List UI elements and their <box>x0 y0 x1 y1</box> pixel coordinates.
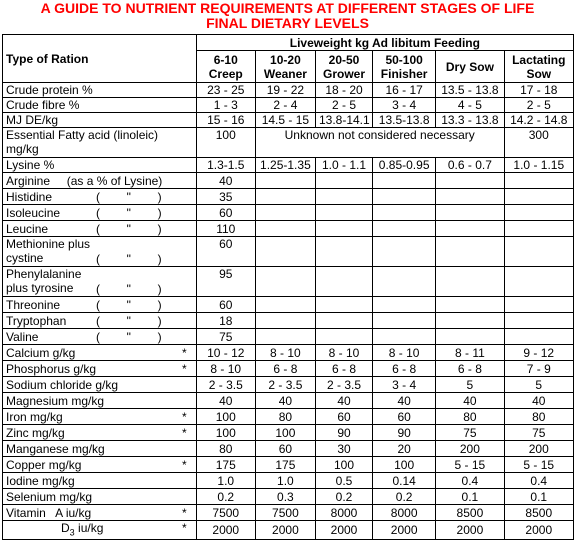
table-cell: 95 <box>196 267 255 297</box>
row-label: Essential Fatty acid (linoleic) mg/kg <box>3 128 197 158</box>
table-cell: 7 - 9 <box>504 361 573 377</box>
table-cell: 75 <box>196 329 255 345</box>
table-cell: 14.2 - 14.8 <box>504 113 573 128</box>
table-cell: 14.5 - 15 <box>255 113 315 128</box>
row-label: Tryptophan ( " ) <box>3 313 197 329</box>
table-row <box>3 313 574 329</box>
table-cell: 40 <box>373 393 436 409</box>
table-cell: 17 - 18 <box>504 83 573 98</box>
column-header-weaner: 10-20 Weaner <box>255 51 315 83</box>
table-cell: 90 <box>315 425 372 441</box>
table-cell: 18 <box>196 313 255 329</box>
row-label: MJ DE/kg <box>3 113 197 128</box>
table-cell: 60 <box>315 409 372 425</box>
table-cell: 2000 <box>504 521 573 540</box>
table-cell: 2 - 3.5 <box>196 377 255 393</box>
row-label: Lysine % <box>3 158 197 173</box>
table-cell: 2 - 3.5 <box>255 377 315 393</box>
table-cell: 13.3 - 13.8 <box>436 113 504 128</box>
table-cell: 75 <box>436 425 504 441</box>
title-line-1: A GUIDE TO NUTRIENT REQUIREMENTS AT DIFFERENT STAGES OF LIFE <box>40 0 535 16</box>
row-label: Arginine (as a % of Lysine) <box>3 173 197 189</box>
table-cell: 1.25-1.35 <box>255 158 315 173</box>
table-cell: 175 <box>255 457 315 473</box>
table-cell: 8500 <box>504 505 573 521</box>
nutrient-table <box>2 34 574 540</box>
table-row <box>3 361 574 377</box>
table-row <box>3 409 574 425</box>
table-cell: 100 <box>315 457 372 473</box>
column-header-grower: 20-50 Grower <box>315 51 372 83</box>
table-cell: 75 <box>504 425 573 441</box>
table-cell: 60 <box>196 297 255 313</box>
table-cell: 2000 <box>315 521 372 540</box>
table-row <box>3 113 574 128</box>
table-cell: 80 <box>436 409 504 425</box>
table-row <box>3 489 574 505</box>
table-cell: 2 - 5 <box>504 98 573 113</box>
table-cell: 0.4 <box>436 473 504 489</box>
row-label: Threonine ( " ) <box>3 297 197 313</box>
table-cell: 6 - 8 <box>436 361 504 377</box>
type-of-ration-header: Type of Ration <box>3 35 197 83</box>
row-label: Calcium g/kg * <box>3 345 197 361</box>
table-cell: 6 - 8 <box>373 361 436 377</box>
table-cell: 1.0 <box>196 473 255 489</box>
row-label: Iron mg/kg * <box>3 409 197 425</box>
table-cell: 5 - 15 <box>504 457 573 473</box>
row-label: $D_3$ iu/kg * <box>3 521 197 540</box>
table-cell: 6 - 8 <box>255 361 315 377</box>
row-label: Valine ( " ) <box>3 329 197 345</box>
table-row <box>3 521 574 540</box>
table-cell: 8 - 10 <box>315 345 372 361</box>
table-cell: 80 <box>255 409 315 425</box>
table-cell: 1.0 - 1.1 <box>315 158 372 173</box>
column-header-creep: 6-10 Creep <box>196 51 255 83</box>
table-cell: 19 - 22 <box>255 83 315 98</box>
table-cell: 30 <box>315 441 372 457</box>
row-label: Iodine mg/kg <box>3 473 197 489</box>
table-cell: 100 <box>255 425 315 441</box>
table-cell: 60 <box>373 409 436 425</box>
row-label: Methionine plus cystine ( " ) <box>3 237 197 267</box>
table-cell: 5 - 15 <box>436 457 504 473</box>
table-row <box>3 205 574 221</box>
row-label: Leucine ( " ) <box>3 221 197 237</box>
table-cell: 23 - 25 <box>196 83 255 98</box>
table-cell: 6 - 8 <box>315 361 372 377</box>
table-row <box>3 173 574 189</box>
table-cell: 7500 <box>196 505 255 521</box>
table-cell: 2000 <box>196 521 255 540</box>
table-cell: 8 - 11 <box>436 345 504 361</box>
table-row <box>3 297 574 313</box>
table-cell: 2 - 5 <box>315 98 372 113</box>
table-cell: 16 - 17 <box>373 83 436 98</box>
table-cell: 8 - 10 <box>196 361 255 377</box>
column-header-lactating-sow: Lactating Sow <box>504 51 573 83</box>
table-row <box>3 98 574 113</box>
table-cell-span: Unknown not considered necessary <box>255 128 504 158</box>
table-row <box>3 377 574 393</box>
table-row <box>3 83 574 98</box>
table-cell: 40 <box>196 393 255 409</box>
table-cell: 2 - 3.5 <box>315 377 372 393</box>
table-cell: 0.2 <box>196 489 255 505</box>
table-row <box>3 505 574 521</box>
table-cell: 0.1 <box>436 489 504 505</box>
table-cell: 1.0 - 1.15 <box>504 158 573 173</box>
table-cell: 0.2 <box>373 489 436 505</box>
table-cell: 5 <box>504 377 573 393</box>
row-label: Phenylalanine plus tyrosine ( " ) <box>3 267 197 297</box>
table-row <box>3 267 574 297</box>
table-cell: 20 <box>373 441 436 457</box>
table-cell: 200 <box>436 441 504 457</box>
row-label: Histidine ( " ) <box>3 189 197 205</box>
row-label: Vitamin A iu/kg * <box>3 505 197 521</box>
table-row <box>3 473 574 489</box>
table-cell: 10 - 12 <box>196 345 255 361</box>
row-label: Crude protein % <box>3 83 197 98</box>
title-line-2: FINAL DIETARY LEVELS <box>206 15 369 31</box>
row-label: Selenium mg/kg <box>3 489 197 505</box>
table-cell: 7500 <box>255 505 315 521</box>
table-row <box>3 221 574 237</box>
column-header-dry-sow: Dry Sow <box>436 51 504 83</box>
table-cell: 40 <box>315 393 372 409</box>
table-cell: 8500 <box>436 505 504 521</box>
table-row <box>3 329 574 345</box>
table-cell: 5 <box>436 377 504 393</box>
row-label: Crude fibre % <box>3 98 197 113</box>
header-row-group <box>3 35 574 51</box>
table-cell: 110 <box>196 221 255 237</box>
table-cell: 1.3-1.5 <box>196 158 255 173</box>
table-cell: 3 - 4 <box>373 377 436 393</box>
table-cell: 18 - 20 <box>315 83 372 98</box>
table-cell: 1.0 <box>255 473 315 489</box>
table-row <box>3 128 574 158</box>
table-cell: 4 - 5 <box>436 98 504 113</box>
table-cell: 0.5 <box>315 473 372 489</box>
table-cell: 2000 <box>255 521 315 540</box>
table-row <box>3 189 574 205</box>
table-cell: 13.5-13.8 <box>373 113 436 128</box>
table-cell: 100 <box>196 409 255 425</box>
table-cell: 3 - 4 <box>373 98 436 113</box>
table-cell: 35 <box>196 189 255 205</box>
table-cell: 0.2 <box>315 489 372 505</box>
table-cell: 0.1 <box>504 489 573 505</box>
table-cell: 8000 <box>373 505 436 521</box>
table-cell: 80 <box>504 409 573 425</box>
table-cell: 2 - 4 <box>255 98 315 113</box>
table-cell: 60 <box>196 205 255 221</box>
row-label: Isoleucine ( " ) <box>3 205 197 221</box>
table-cell: 0.6 - 0.7 <box>436 158 504 173</box>
table-row <box>3 237 574 267</box>
table-cell: 2000 <box>373 521 436 540</box>
table-cell: 80 <box>196 441 255 457</box>
row-label: Phosphorus g/kg * <box>3 361 197 377</box>
row-label: Zinc mg/kg * <box>3 425 197 441</box>
table-cell: 8 - 10 <box>373 345 436 361</box>
table-row <box>3 345 574 361</box>
table-cell: 1 - 3 <box>196 98 255 113</box>
table-cell: 40 <box>436 393 504 409</box>
table-row <box>3 158 574 173</box>
table-cell: 40 <box>504 393 573 409</box>
table-cell: 13.5 - 13.8 <box>436 83 504 98</box>
table-cell: 60 <box>196 237 255 267</box>
page-title <box>0 0 575 33</box>
table-cell: 200 <box>504 441 573 457</box>
table-cell: 175 <box>196 457 255 473</box>
column-header-finisher: 50-100 Finisher <box>373 51 436 83</box>
table-cell: 15 - 16 <box>196 113 255 128</box>
table-cell: 8 - 10 <box>255 345 315 361</box>
table-row <box>3 393 574 409</box>
table-cell: 100 <box>196 128 255 158</box>
table-cell: 90 <box>373 425 436 441</box>
table-row <box>3 441 574 457</box>
table-cell: 100 <box>373 457 436 473</box>
table-cell: 0.14 <box>373 473 436 489</box>
table-cell: 100 <box>196 425 255 441</box>
table-row <box>3 457 574 473</box>
table-cell: 300 <box>504 128 573 158</box>
row-label: Magnesium mg/kg <box>3 393 197 409</box>
row-label: Sodium chloride g/kg <box>3 377 197 393</box>
table-row <box>3 425 574 441</box>
table-cell: 2000 <box>436 521 504 540</box>
table-cell: 0.85-0.95 <box>373 158 436 173</box>
table-cell: 60 <box>255 441 315 457</box>
table-cell: 0.3 <box>255 489 315 505</box>
row-label: Manganese mg/kg <box>3 441 197 457</box>
table-cell: 40 <box>196 173 255 189</box>
table-cell: 40 <box>255 393 315 409</box>
liveweight-group-header: Liveweight kg Ad libitum Feeding <box>196 35 573 51</box>
table-cell: 8000 <box>315 505 372 521</box>
table-cell: 13.8-14.1 <box>315 113 372 128</box>
row-label: Copper mg/kg * <box>3 457 197 473</box>
table-cell: 0.4 <box>504 473 573 489</box>
table-cell: 9 - 12 <box>504 345 573 361</box>
